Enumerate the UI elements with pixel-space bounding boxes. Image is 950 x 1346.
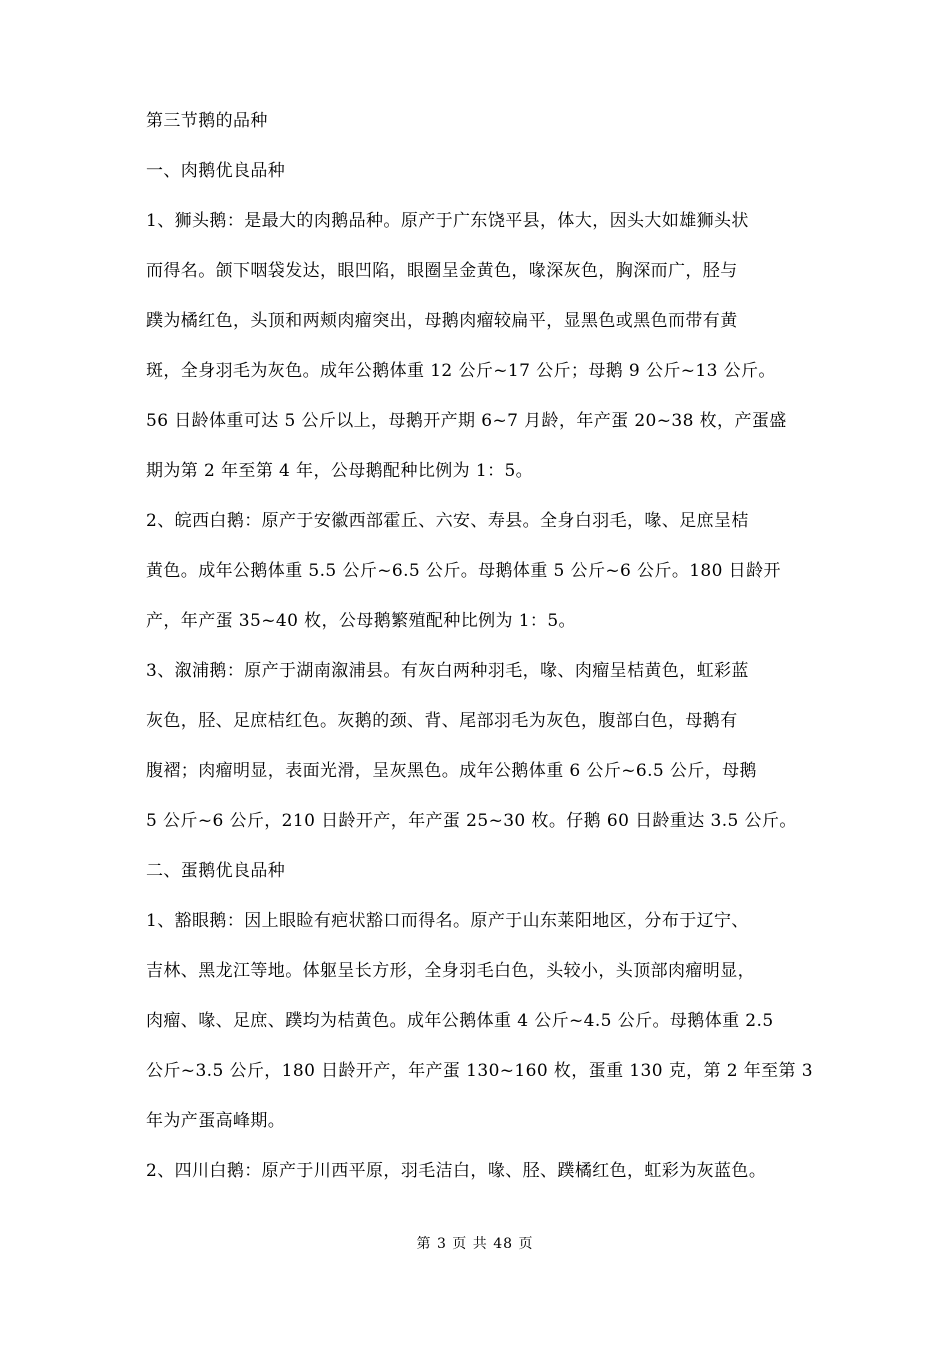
text-line: 3、溆浦鹅：原产于湖南溆浦县。有灰白两种羽毛，喙、肉瘤呈桔黄色，虹彩蓝 (146, 661, 749, 681)
text-line: 产，年产蛋 35~40 枚，公母鹅繁殖配种比例为 1：5。 (146, 611, 576, 631)
text-line: 斑，全身羽毛为灰色。成年公鹅体重 12 公斤~17 公斤；母鹅 9 公斤~13 公斤。 (146, 361, 776, 381)
text-line: 肉瘤、喙、足庶、蹼均为桔黄色。成年公鹅体重 4 公斤~4.5 公斤。母鹅体重 2.5 (146, 1011, 774, 1031)
text-line: 吉林、黑龙江等地。体躯呈长方形，全身羽毛白色，头较小，头顶部肉瘤明显， (146, 961, 755, 981)
text-line: 年为产蛋高峰期。 (146, 1111, 286, 1131)
text-line: 1、豁眼鹅：因上眼睑有疤状豁口而得名。原产于山东莱阳地区，分布于辽宁、 (146, 911, 749, 931)
text-line: 黄色。成年公鹅体重 5.5 公斤~6.5 公斤。母鹅体重 5 公斤~6 公斤。180 日龄开 (146, 561, 781, 581)
text-line: 而得名。颌下咽袋发达，眼凹陷，眼圈呈金黄色，喙深灰色，胸深而广，胫与 (146, 261, 738, 281)
text-line: 蹼为橘红色，头顶和两颊肉瘤突出，母鹅肉瘤较扁平，显黑色或黑色而带有黄 (146, 311, 738, 331)
text-line: 公斤~3.5 公斤，180 日龄开产，年产蛋 130~160 枚，蛋重 130 克，第 2 年至第 3 (146, 1061, 813, 1081)
text-line: 5 公斤~6 公斤，210 日龄开产，年产蛋 25~30 枚。仔鹅 60 日龄重达 3.5 公斤。 (146, 811, 797, 831)
text-line: 灰色，胫、足庶桔红色。灰鹅的颈、背、尾部羽毛为灰色，腹部白色，母鹅有 (146, 711, 738, 731)
text-line: 期为第 2 年至第 4 年，公母鹅配种比例为 1：5。 (146, 461, 534, 481)
document-body (146, 96, 826, 1196)
text-line: 1、狮头鹅：是最大的肉鹅品种。原产于广东饶平县，体大，因头大如雄狮头状 (146, 211, 749, 231)
subsection-heading: 二、蛋鹅优良品种 (146, 861, 286, 881)
text-line: 2、皖西白鹅：原产于安徽西部霍丘、六安、寿县。全身白羽毛，喙、足庶呈桔 (146, 511, 749, 531)
text-line: 腹褶；肉瘤明显，表面光滑，呈灰黑色。成年公鹅体重 6 公斤~6.5 公斤，母鹅 (146, 761, 757, 781)
subsection-heading: 一、肉鹅优良品种 (146, 161, 286, 181)
text-line: 56 日龄体重可达 5 公斤以上，母鹅开产期 6~7 月龄，年产蛋 20~38 枚，产蛋盛 (146, 411, 787, 431)
text-line: 2、四川白鹅：原产于川西平原，羽毛洁白，喙、胫、蹼橘红色，虹彩为灰蓝色。 (146, 1161, 767, 1181)
section-title: 第三节鹅的品种 (146, 111, 268, 131)
page-number-footer: 第 3 页 共 48 页 (416, 1236, 534, 1252)
